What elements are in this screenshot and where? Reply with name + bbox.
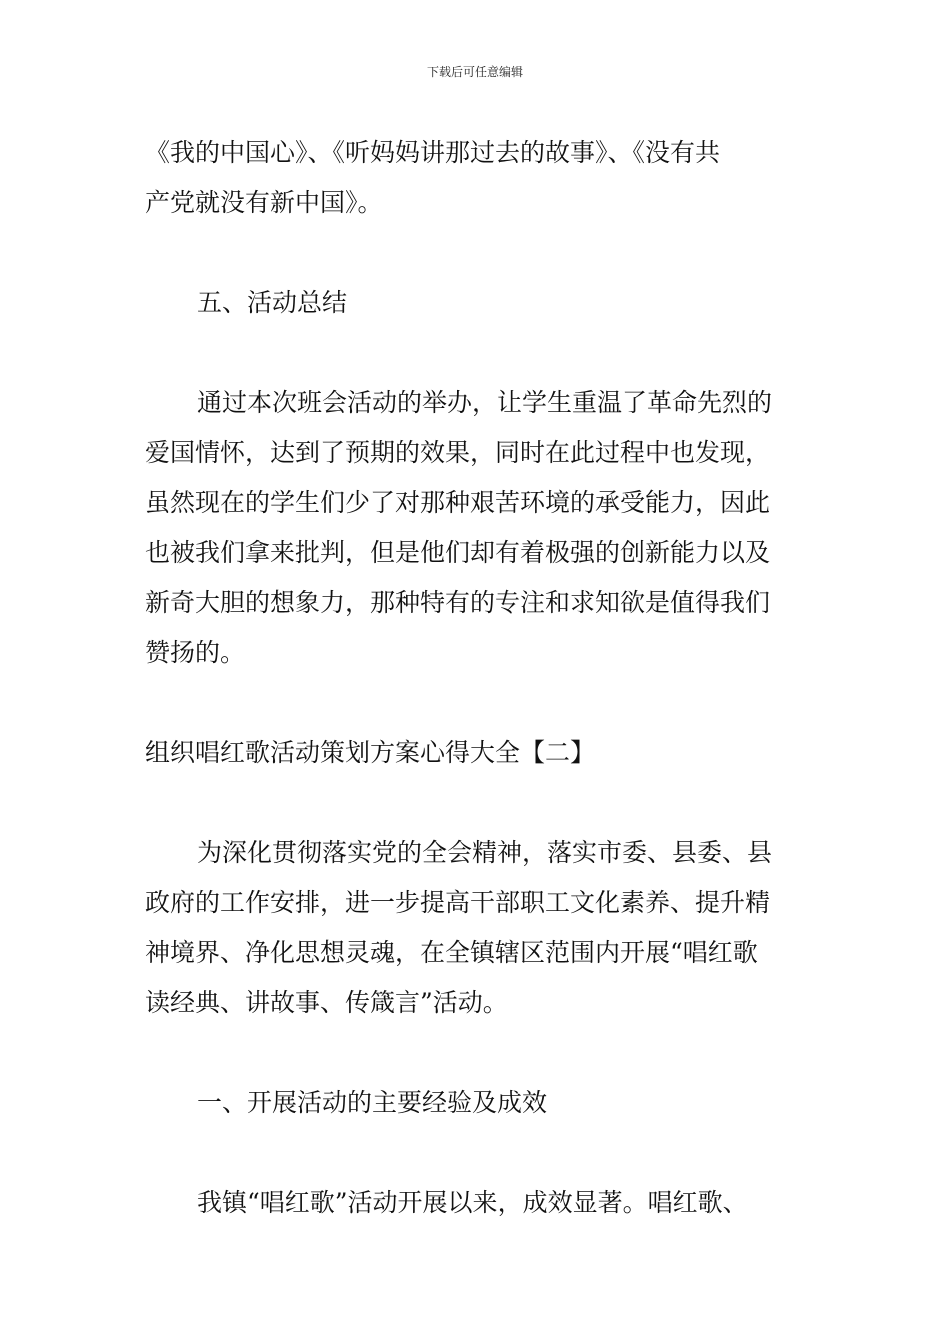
paragraph-song-list xyxy=(145,128,805,228)
paragraph-line: 虽然现在的学生们少了对那种艰苦环境的承受能力，因此 xyxy=(145,488,771,517)
paragraph-line: 我镇“唱红歌”活动开展以来，成效显著。唱红歌、 xyxy=(197,1188,748,1217)
paragraph-line: 政府的工作安排，进一步提高干部职工文化素养、提升精 xyxy=(145,888,771,917)
section-heading-experience: 一、开展活动的主要经验及成效 xyxy=(197,1088,548,1117)
paragraph-results xyxy=(145,1178,805,1228)
paragraph-summary xyxy=(145,378,805,678)
paragraph-gap xyxy=(145,1028,805,1078)
paragraph-line: 为深化贯彻落实党的全会精神，落实市委、县委、县 xyxy=(197,838,773,867)
paragraph-line: 新奇大胆的想象力，那种特有的专注和求知欲是值得我们 xyxy=(145,588,771,617)
paragraph-gap xyxy=(145,1128,805,1178)
document-subtitle: 组织唱红歌活动策划方案心得大全【二】 xyxy=(145,738,596,767)
paragraph-line: 《我的中国心》、《听妈妈讲那过去的故事》、《没有共 xyxy=(145,138,721,167)
paragraph-gap xyxy=(145,778,805,828)
document-body xyxy=(145,128,805,1228)
paragraph-gap xyxy=(145,228,805,278)
paragraph-line: 赞扬的。 xyxy=(145,638,246,667)
paragraph-line: 神境界、净化思想灵魂，在全镇辖区范围内开展“唱红歌 xyxy=(145,938,758,967)
paragraph-line: 读经典、讲故事、传箴言”活动。 xyxy=(145,988,508,1017)
paragraph-line: 爱国情怀，达到了预期的效果，同时在此过程中也发现， xyxy=(145,438,771,467)
paragraph-line: 产党就没有新中国》。 xyxy=(145,188,383,217)
paragraph-intro xyxy=(145,828,805,1028)
paragraph-line: 通过本次班会活动的举办，让学生重温了革命先烈的 xyxy=(197,388,773,417)
section-heading-summary: 五、活动总结 xyxy=(197,288,348,317)
paragraph-gap xyxy=(145,678,805,728)
paragraph-gap xyxy=(145,328,805,378)
page-header: 下载后可任意编辑 xyxy=(426,65,523,79)
paragraph-line: 也被我们拿来批判，但是他们却有着极强的创新能力以及 xyxy=(145,538,771,567)
